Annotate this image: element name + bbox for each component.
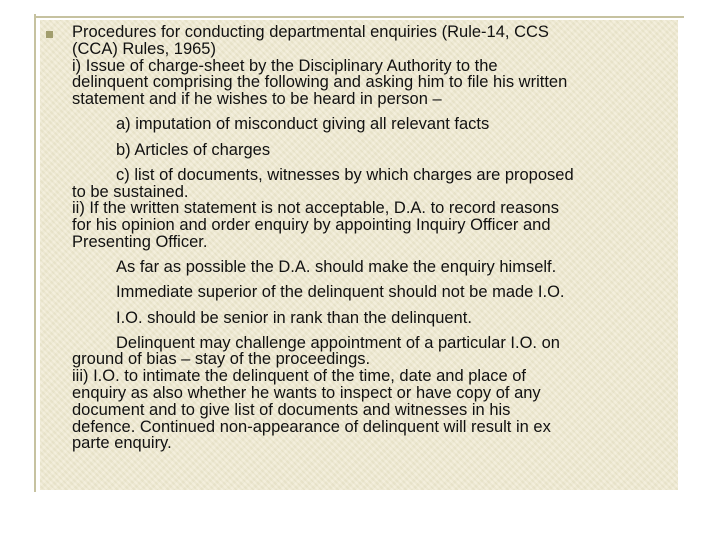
top-border-line [36, 16, 684, 18]
sub-item-a: a) imputation of misconduct giving all relevant facts [116, 115, 490, 134]
item-iii-line: enquiry as also whether he wants to inspect or have copy of any [72, 384, 541, 403]
item-ii-line: Presenting Officer. [72, 232, 208, 251]
sub-item-c: c) list of documents, witnesses by which charges are proposed [116, 165, 574, 184]
item-i-line: delinquent comprising the following and asking him to file his written [72, 73, 568, 92]
note-line-cont: ground of bias – stay of the proceedings. [72, 350, 371, 369]
item-iii-line: parte enquiry. [72, 434, 172, 453]
heading-line: (CCA) Rules, 1965) [72, 39, 216, 58]
sub-item-b: b) Articles of charges [116, 140, 271, 159]
item-ii-line: ii) If the written statement is not acceptable, D.A. to record reasons [72, 199, 559, 218]
bullet-square-icon [46, 31, 53, 38]
note-line: Immediate superior of the delinquent should not be made I.O. [116, 283, 565, 302]
item-iii-line: defence. Continued non-appearance of delinquent will result in ex [72, 417, 551, 436]
heading-line: Procedures for conducting departmental enquiries (Rule-14, CCS [72, 23, 549, 41]
sub-item-c-cont: to be sustained. [72, 182, 189, 201]
item-ii-line: for his opinion and order enquiry by appointing Inquiry Officer and [72, 216, 551, 235]
note-line: I.O. should be senior in rank than the delinquent. [116, 308, 472, 327]
item-i-line: i) Issue of charge-sheet by the Disciplinary Authority to the [72, 56, 498, 75]
note-line: As far as possible the D.A. should make the enquiry himself. [116, 258, 557, 277]
item-iii-line: document and to give list of documents and witnesses in his [72, 400, 511, 419]
note-line: Delinquent may challenge appointment of a particular I.O. on [116, 333, 560, 352]
item-iii-line: iii) I.O. to intimate the delinquent of the time, date and place of [72, 367, 527, 386]
left-border-line [34, 14, 36, 492]
item-i-line: statement and if he wishes to be heard in person – [72, 90, 442, 109]
body-text [72, 24, 678, 452]
